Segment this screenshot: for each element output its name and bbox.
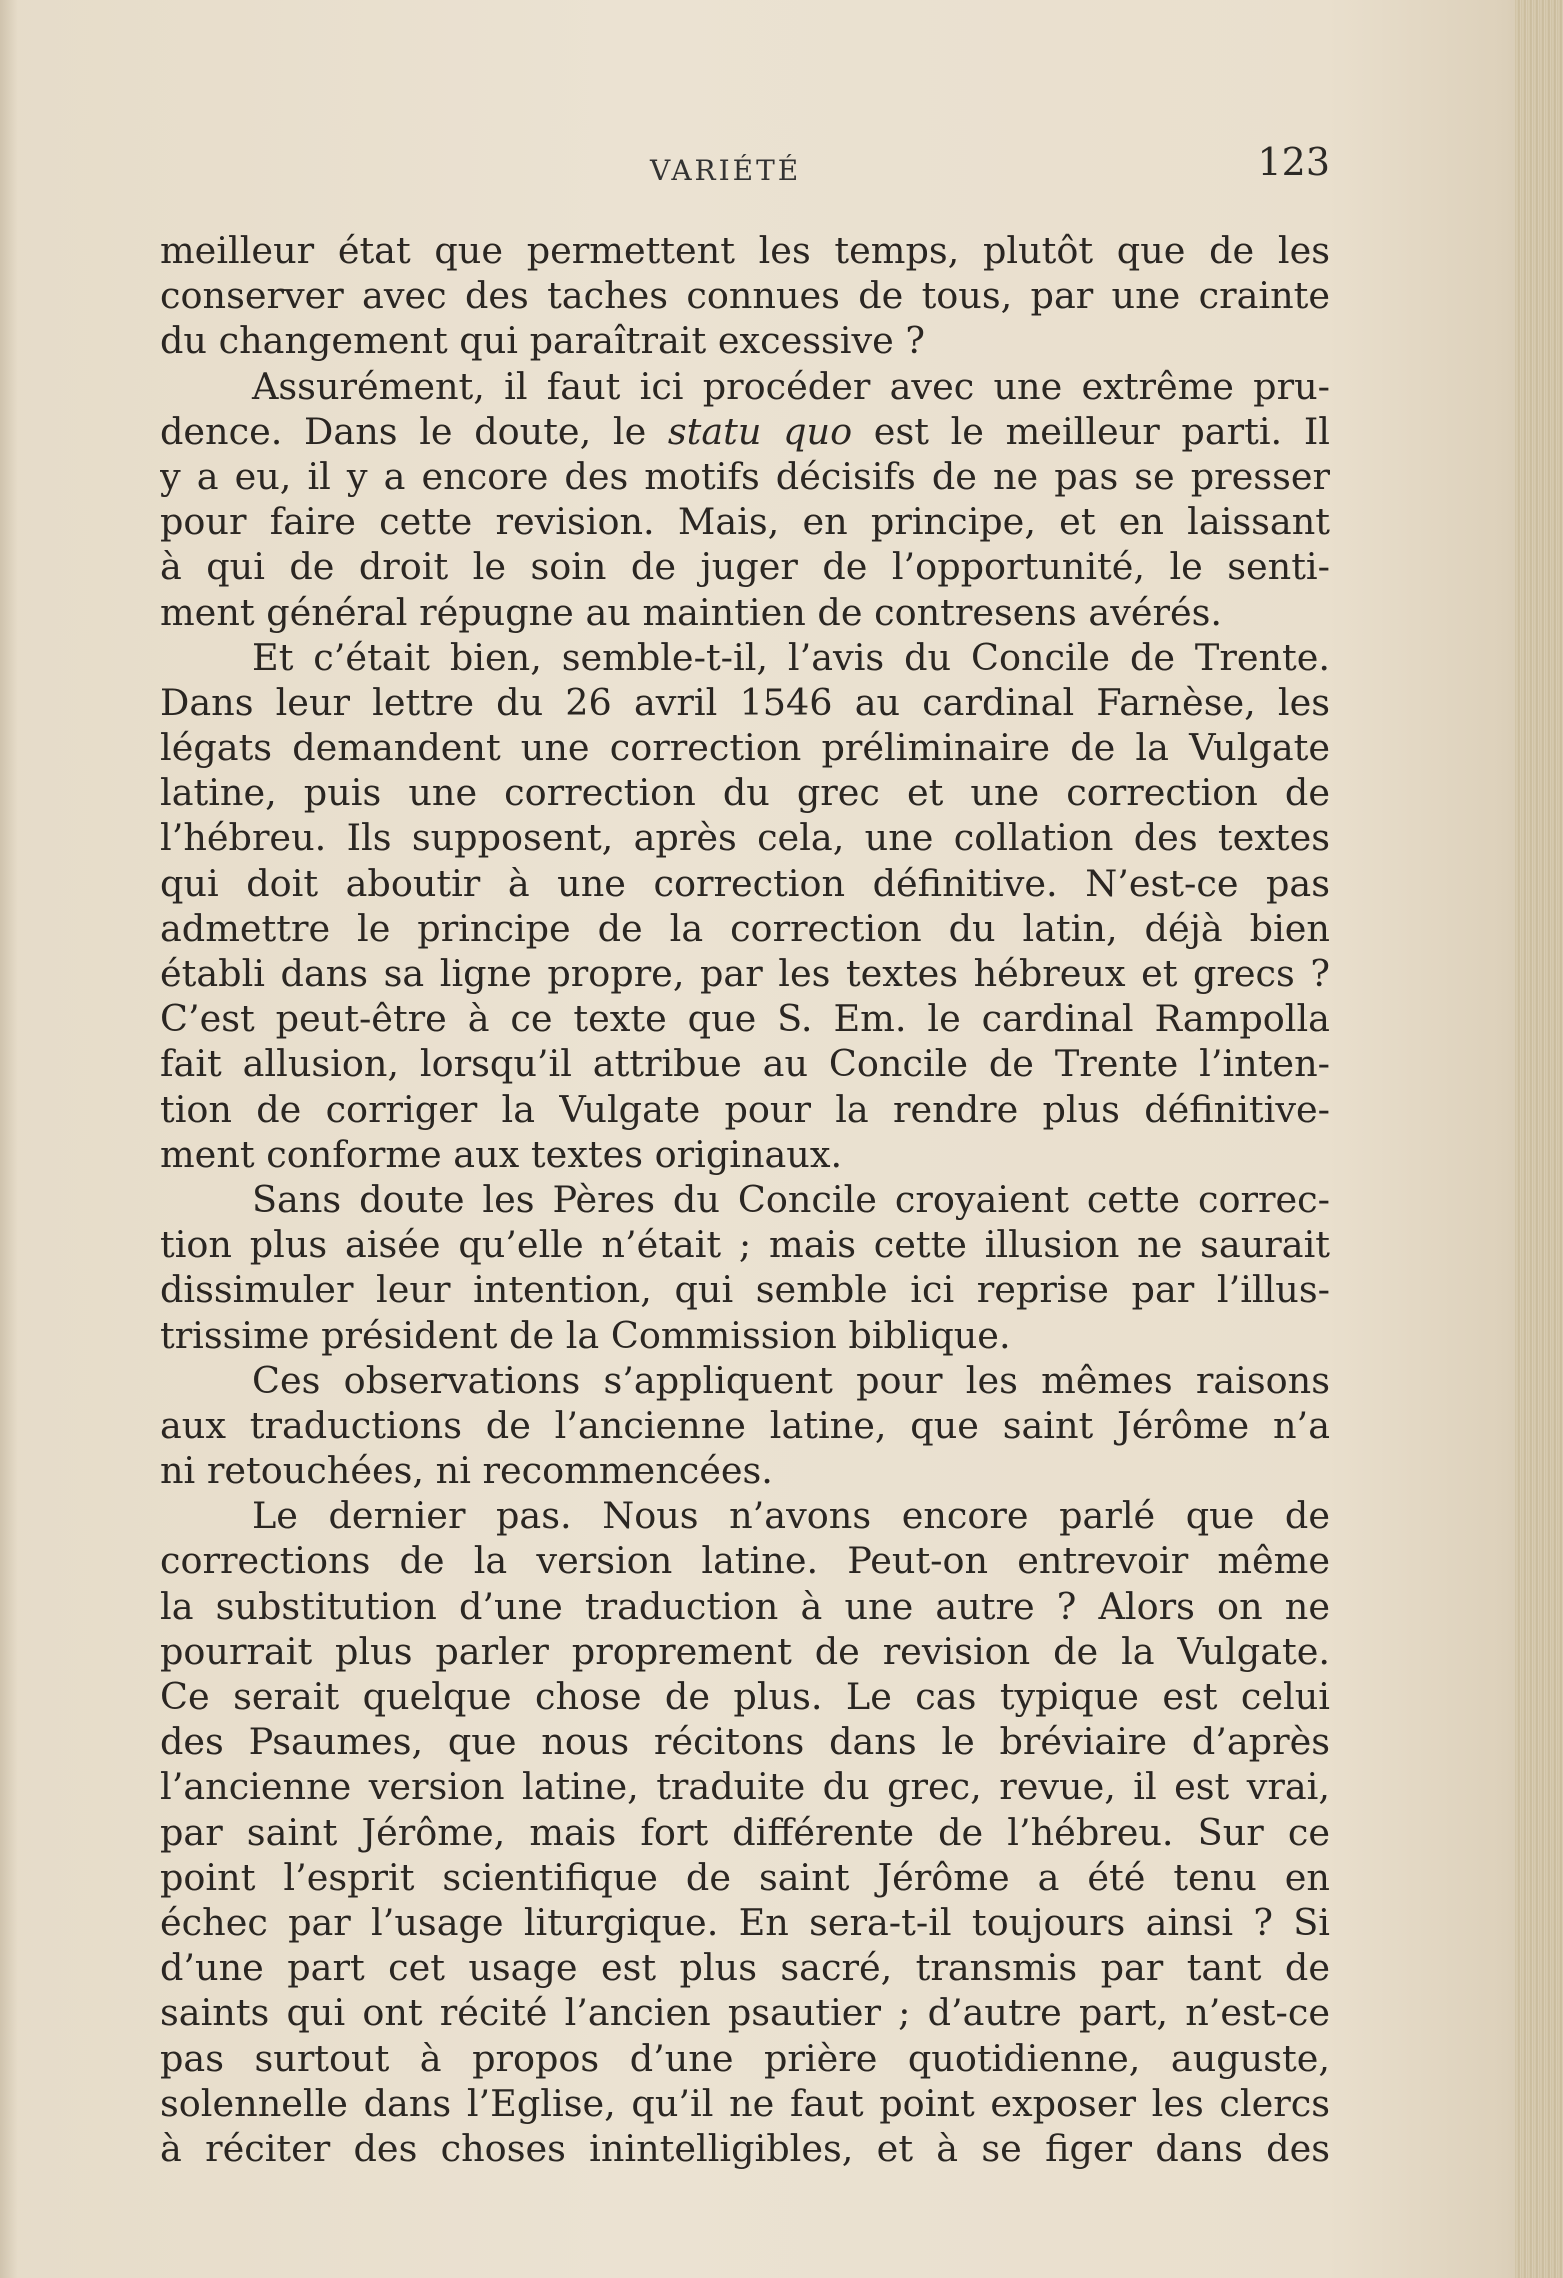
text-line: par saint Jérôme, mais fort différente de l’hébreu. Sur ce bbox=[160, 1810, 1330, 1854]
text-line: aux traductions de l’ancienne latine, que saint Jérôme n’a bbox=[160, 1403, 1330, 1447]
text-line: tion plus aisée qu’elle n’était ; mais cette illusion ne saurait bbox=[160, 1223, 1330, 1267]
page-number: 123 bbox=[1257, 140, 1330, 184]
text-line: établi dans sa ligne propre, par les textes hébreux et grecs ? bbox=[160, 952, 1330, 995]
text-line: trissime président de la Commission biblique. bbox=[160, 1313, 1011, 1357]
text-line: pourrait plus parler proprement de revision de la Vulgate. bbox=[160, 1629, 1330, 1673]
text-line: l’ancienne version latine, traduite du grec, revue, il est vrai, bbox=[160, 1765, 1330, 1809]
text-line: solennelle dans l’Eglise, qu’il ne faut point exposer les clercs bbox=[160, 2081, 1330, 2125]
text-line: dissimuler leur intention, qui semble ici reprise par l’illus- bbox=[160, 1268, 1330, 1312]
book-spine-edge bbox=[1515, 0, 1563, 2278]
text-line: légats demandent une correction préliminaire de la Vulgate bbox=[160, 726, 1330, 770]
text-line: d’une part cet usage est plus sacré, transmis par tant de bbox=[160, 1946, 1330, 1990]
text-line: ment conforme aux textes originaux. bbox=[160, 1132, 843, 1176]
text-body bbox=[160, 228, 1330, 2171]
text-line: ni retouchées, ni recommencées. bbox=[160, 1449, 773, 1493]
text-line: tion de corriger la Vulgate pour la rendre plus définitive- bbox=[160, 1087, 1330, 1131]
text-line: meilleur état que permettent les temps, plutôt que de les bbox=[160, 229, 1330, 272]
page-left-shadow bbox=[0, 0, 18, 2278]
text-line: des Psaumes, que nous récitons dans le bréviaire d’après bbox=[160, 1720, 1330, 1764]
text-line: échec par l’usage liturgique. En sera-t-il toujours ainsi ? Si bbox=[160, 1900, 1330, 1944]
text-line: à réciter des choses inintelligibles, et à se figer dans des bbox=[160, 2126, 1330, 2170]
text-line: pour faire cette revision. Mais, en principe, et en laissant bbox=[160, 500, 1330, 544]
text-line: Dans leur lettre du 26 avril 1546 au cardinal Farnèse, les bbox=[160, 680, 1330, 724]
text-line: corrections de la version latine. Peut-on entrevoir même bbox=[160, 1539, 1330, 1583]
text-line: admettre le principe de la correction du latin, déjà bien bbox=[160, 906, 1330, 950]
text-line: ment général répugne au maintien de contresens avérés. bbox=[160, 590, 1223, 634]
text-line: du changement qui paraîtrait excessive ? bbox=[160, 319, 926, 363]
text-line: à qui de droit le soin de juger de l’opportunité, le senti- bbox=[160, 545, 1330, 589]
text-line: saints qui ont récité l’ancien psautier ; d’autre part, n’est-ce bbox=[160, 1991, 1330, 2035]
text-line: conserver avec des taches connues de tous, par une crainte bbox=[160, 274, 1330, 318]
page-header bbox=[160, 140, 1330, 200]
text-line: Sans doute les Pères du Concile croyaient cette correc- bbox=[252, 1177, 1330, 1221]
running-head: VARIÉTÉ bbox=[650, 154, 802, 187]
text-line: y a eu, il y a encore des motifs décisifs de ne pas se presser bbox=[160, 454, 1330, 498]
text-line: Ces observations s’appliquent pour les mêmes raisons bbox=[252, 1358, 1330, 1402]
text-line: latine, puis une correction du grec et une correction de bbox=[160, 771, 1330, 815]
text-line: pas surtout à propos d’une prière quotidienne, auguste, bbox=[160, 2036, 1330, 2080]
text-line: C’est peut-être à ce texte que S. Em. le cardinal Rampolla bbox=[160, 997, 1330, 1041]
text-line: la substitution d’une traduction à une autre ? Alors on ne bbox=[160, 1584, 1330, 1628]
text-line: qui doit aboutir à une correction définitive. N’est-ce pas bbox=[160, 861, 1330, 905]
text-line: Et c’était bien, semble-t-il, l’avis du Concile de Trente. bbox=[252, 635, 1330, 679]
text-line: Le dernier pas. Nous n’avons encore parlé que de bbox=[252, 1494, 1330, 1538]
text-line: dence. Dans le doute, le statu quo est le meilleur parti. Il bbox=[160, 409, 1330, 453]
text-line: l’hébreu. Ils supposent, après cela, une collation des textes bbox=[160, 816, 1330, 860]
text-line: fait allusion, lorsqu’il attribue au Concile de Trente l’inten- bbox=[160, 1042, 1330, 1086]
text-line: Ce serait quelque chose de plus. Le cas typique est celui bbox=[160, 1675, 1330, 1718]
text-line: Assurément, il faut ici procéder avec une extrême pru- bbox=[252, 364, 1330, 408]
text-line: point l’esprit scientifique de saint Jérôme a été tenu en bbox=[160, 1855, 1330, 1899]
